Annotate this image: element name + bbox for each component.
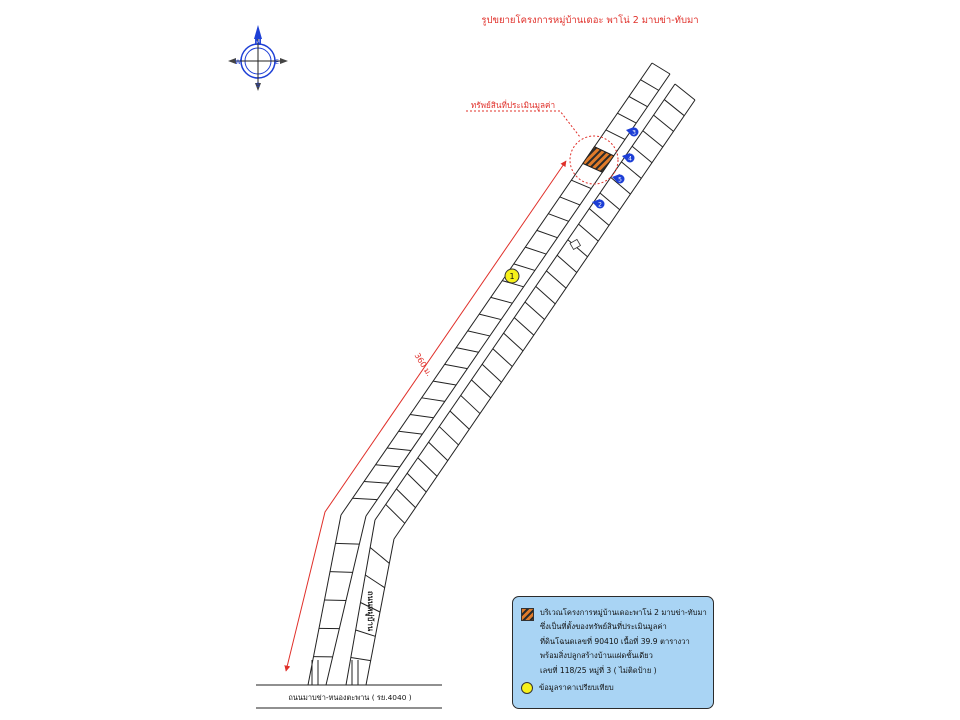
lot-divider	[629, 96, 648, 106]
lot-boundary-line	[652, 63, 670, 74]
lot-divider	[632, 146, 652, 162]
lot-divider	[589, 209, 609, 226]
lot-boundary-line	[366, 74, 670, 516]
main-road-label: ถนนมาบข่า-หนองตะพาน ( รย.4040 )	[288, 693, 412, 702]
side-road-label: ถนนหมู่บ้าน	[366, 590, 375, 632]
hatched-swatch-icon	[521, 608, 534, 621]
lot-divider	[365, 575, 384, 588]
legend-comparable-entry	[521, 682, 707, 694]
lot-divider	[461, 395, 480, 413]
lot-divider	[514, 318, 533, 336]
lot-divider	[471, 380, 490, 398]
compass-letter-n: N	[254, 38, 262, 48]
distance-label: 360 ม.	[412, 351, 434, 378]
lot-divider	[557, 255, 577, 272]
subject-lot-hatched	[583, 147, 614, 173]
subject-property	[466, 111, 618, 184]
dimension-line	[286, 161, 566, 671]
lot-divider	[621, 162, 641, 179]
north-arrow-icon	[254, 25, 262, 39]
legend-comparable-label: ข้อมูลราคาเปรียบเทียบ	[539, 683, 614, 693]
lot-divider	[606, 130, 625, 140]
lot-divider	[399, 431, 423, 434]
lot-divider	[482, 364, 501, 382]
yellow-dot-icon	[521, 682, 533, 694]
lot-divider	[560, 197, 580, 205]
lot-divider	[418, 458, 437, 477]
lot-divider	[325, 600, 347, 601]
legend-subject-line: ซึ่งเป็นที่ตั้งของทรัพย์สินที่ประเมินมูลค่า	[540, 622, 667, 632]
legend-subject-line: เลขที่ 118/25 หมู่ที่ 3 ( ไม่ติดป้าย )	[540, 665, 657, 675]
lot-divider	[376, 465, 400, 467]
lot-divider	[493, 349, 512, 367]
lot-divider	[504, 333, 523, 351]
comparable-number: 4	[628, 155, 632, 163]
lot-divider	[351, 658, 371, 661]
lot-divider	[664, 100, 684, 116]
map-title: รูปขยายโครงการหมู่บ้านเดอะ พาโน่ 2 มาบข่า-ทับมา	[481, 15, 699, 26]
compass-letter-e: E	[275, 59, 279, 66]
lot-divider	[643, 131, 663, 147]
lot-divider	[536, 286, 556, 303]
lot-divider	[617, 113, 636, 123]
lot-divider	[525, 302, 545, 320]
lot-divider	[433, 381, 456, 385]
lot-divider	[364, 482, 388, 484]
legend-subject-line: พร้อมสิ่งปลูกสร้างบ้านแฝดชั้นเดียว	[540, 651, 653, 661]
lot-divider	[387, 448, 411, 450]
lot-divider	[429, 442, 448, 460]
lot-divider	[422, 398, 445, 402]
comparable-number: 1	[509, 272, 515, 281]
lot-divider	[353, 498, 378, 499]
lot-divider	[336, 543, 360, 544]
callout-label: ทรัพย์สินที่ประเมินมูลค่า	[470, 100, 556, 110]
lot-divider	[537, 230, 558, 237]
lot-divider	[396, 489, 415, 508]
compass-letter-s: S	[256, 82, 260, 89]
legend-subject-text	[540, 606, 707, 678]
lot-boundary-line	[341, 63, 652, 515]
comparable-number: 5	[618, 176, 622, 184]
lot-boundary-line	[675, 84, 695, 100]
legend	[512, 596, 714, 709]
lot-divider	[640, 80, 658, 91]
distance-dimension-line	[286, 161, 566, 671]
lot-divider	[386, 504, 405, 523]
lot-divider	[445, 364, 468, 368]
lot-divider	[468, 331, 490, 336]
lot-divider	[525, 247, 546, 254]
lot-divider	[548, 214, 568, 222]
lot-divider	[407, 473, 426, 492]
lot-divider	[479, 314, 501, 319]
lot-divider	[450, 411, 469, 429]
comparable-number: 2	[598, 201, 602, 209]
lot-divider	[546, 271, 566, 288]
lot-divider	[410, 415, 433, 418]
lot-divider	[514, 264, 535, 271]
compass-letter-w: W	[235, 59, 241, 66]
lot-divider	[491, 297, 513, 303]
legend-subject-line: บริเวณโครงการหมู่บ้านเดอะพาโน่ 2 มาบข่า-ทับมา	[540, 608, 707, 617]
lot-divider	[439, 427, 458, 445]
lot-divider	[456, 348, 478, 353]
legend-subject-entry	[521, 606, 707, 678]
compass-rose-icon	[228, 25, 288, 91]
lot-divider	[330, 572, 353, 573]
east-arrow-icon	[280, 58, 288, 64]
small-structure-icon	[570, 239, 580, 249]
comparable-number: 3	[632, 129, 636, 137]
lot-divider	[571, 180, 591, 188]
lot-divider	[654, 115, 674, 131]
callout-leader-line	[466, 111, 580, 137]
legend-subject-line: ที่ดินโฉนดเลขที่ 90410 เนื้อที่ 39.9 ตารางวา	[540, 636, 690, 646]
lot-divider	[370, 548, 389, 564]
lot-divider	[579, 224, 599, 241]
